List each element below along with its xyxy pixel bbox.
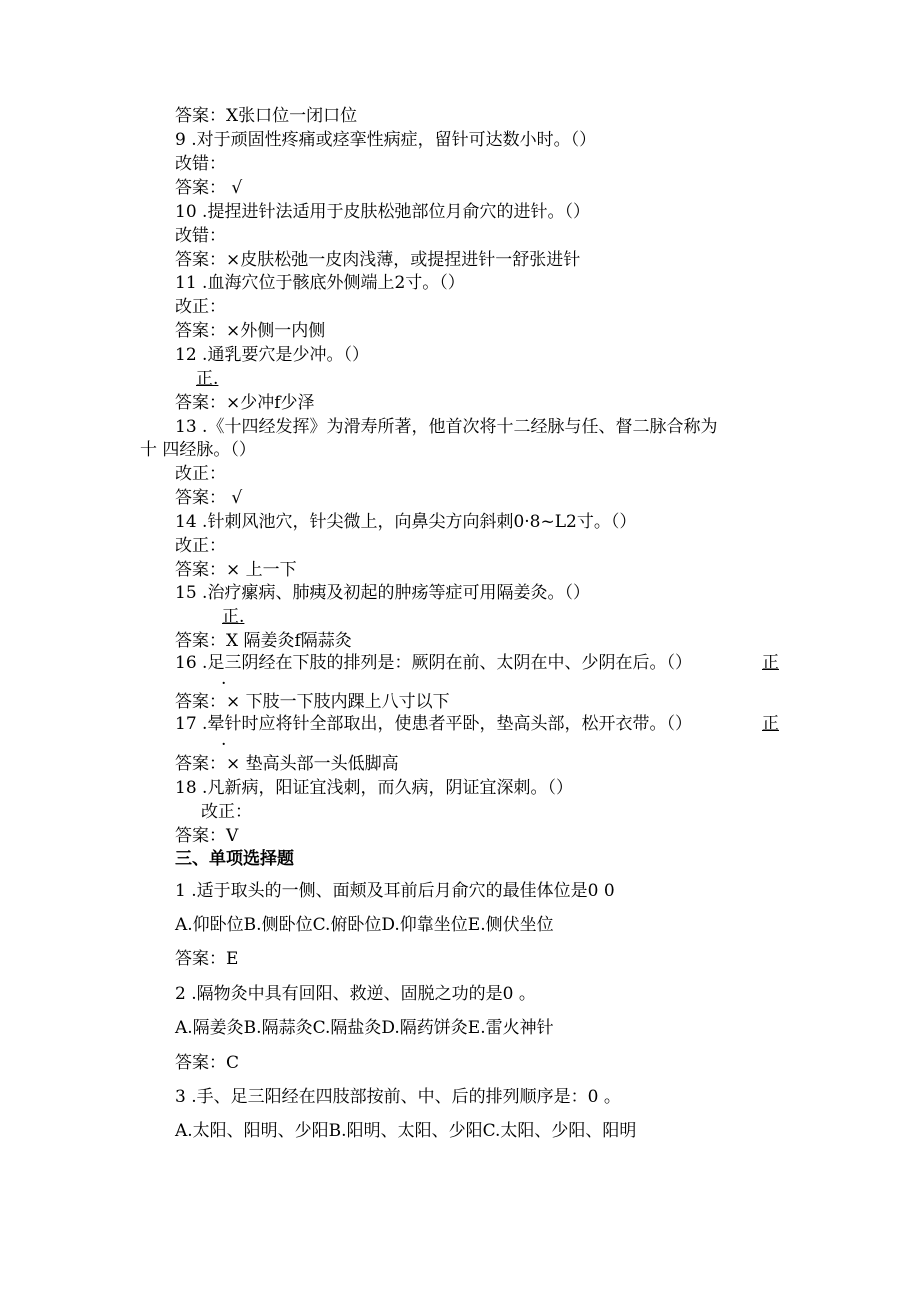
answer-line: 答案：×少冲f少泽 xyxy=(175,393,315,413)
question-11: 11 .血海穴位于骸底外侧端上2寸。（） xyxy=(175,273,465,293)
mc-options-2: A.隔姜灸B.隔蒜灸C.隔盐灸D.隔药饼灸E.雷火神针 xyxy=(175,1018,554,1038)
question-16: 16 .足三阴经在下肢的排列是：厥阴在前、太阴在中、少阴在后。（） xyxy=(175,653,692,673)
mc-question-1: 1 .适于取头的一侧、面颊及耳前后月俞穴的最佳体位是0 0 xyxy=(175,881,615,901)
answer-line: 答案： √ xyxy=(175,488,243,508)
mc-question-2: 2 .隔物灸中具有回阳、救逆、固脱之功的是0 。 xyxy=(175,984,536,1004)
answer-line: 答案：×外侧一内侧 xyxy=(175,321,326,341)
answer-line: 答案： √ xyxy=(175,178,243,198)
correction-mark: . xyxy=(221,669,227,689)
correction-label: 改正： xyxy=(175,464,226,484)
question-12: 12 .通乳要穴是少冲。（） xyxy=(175,345,369,365)
mc-options-3: A.太阳、阳明、少阳B.阳明、太阳、少阳C.太阳、少阳、阳明 xyxy=(175,1121,637,1141)
answer-line: 答案：C xyxy=(175,1053,240,1073)
mc-question-3: 3 .手、足三阳经在四肢部按前、中、后的排列顺序是：0 。 xyxy=(175,1087,621,1107)
question-10: 10 .提捏进针法适用于皮肤松弛部位月俞穴的进针。（） xyxy=(175,202,590,222)
answer-line: 答案：× 上一下 xyxy=(175,560,297,580)
answer-line: 答案：× 垫高头部一头低脚高 xyxy=(175,754,399,774)
correction-mark: . xyxy=(221,730,227,750)
section-heading: 三、单项选择题 xyxy=(175,849,294,869)
answer-line: 答案：V xyxy=(175,826,239,846)
answer-line: 答案：× 下肢一下肢内踝上八寸以下 xyxy=(175,692,450,712)
question-13-continued: 十 四经脉。（） xyxy=(140,440,256,460)
answer-line: 答案：×皮肤松弛一皮肉浅薄，或提捏进针一舒张进针 xyxy=(175,250,581,270)
correction-label: 改正： xyxy=(201,802,252,822)
answer-line: 答案：E xyxy=(175,949,239,969)
question-17: 17 .晕针时应将针全部取出，使患者平卧，垫高头部，松开衣带。（） xyxy=(175,714,692,734)
correction-label: 改错： xyxy=(175,226,226,246)
question-9: 9 .对于顽固性疼痛或痉挛性病症，留针可达数小时。（） xyxy=(175,130,597,150)
correction-label: 改正： xyxy=(175,536,226,556)
answer-line: 答案：X 隔姜灸f隔蒜灸 xyxy=(175,631,352,651)
answer-line: 答案：X张口位一闭口位 xyxy=(175,106,358,126)
correction-label: 正 xyxy=(762,714,779,734)
correction-label: 改正： xyxy=(175,297,226,317)
correction-label: 正. xyxy=(196,369,219,389)
mc-options-1: A.仰卧位B.侧卧位C.俯卧位D.仰靠坐位E.侧伏坐位 xyxy=(175,915,554,935)
question-18: 18 .凡新病，阳证宜浅刺，而久病，阴证宜深刺。（） xyxy=(175,778,573,798)
question-14: 14 .针刺风池穴，针尖微上，向鼻尖方向斜刺0·8~L2寸。（） xyxy=(175,512,637,532)
correction-label: 正 xyxy=(762,653,779,673)
question-13: 13 .《十四经发挥》为滑寿所著，他首次将十二经脉与任、督二脉合称为 xyxy=(175,417,718,437)
correction-label: 改错： xyxy=(175,154,226,174)
correction-label: 正. xyxy=(222,607,245,627)
question-15: 15 .治疗瘰病、肺痍及初起的肿疡等症可用隔姜灸。（） xyxy=(175,583,590,603)
